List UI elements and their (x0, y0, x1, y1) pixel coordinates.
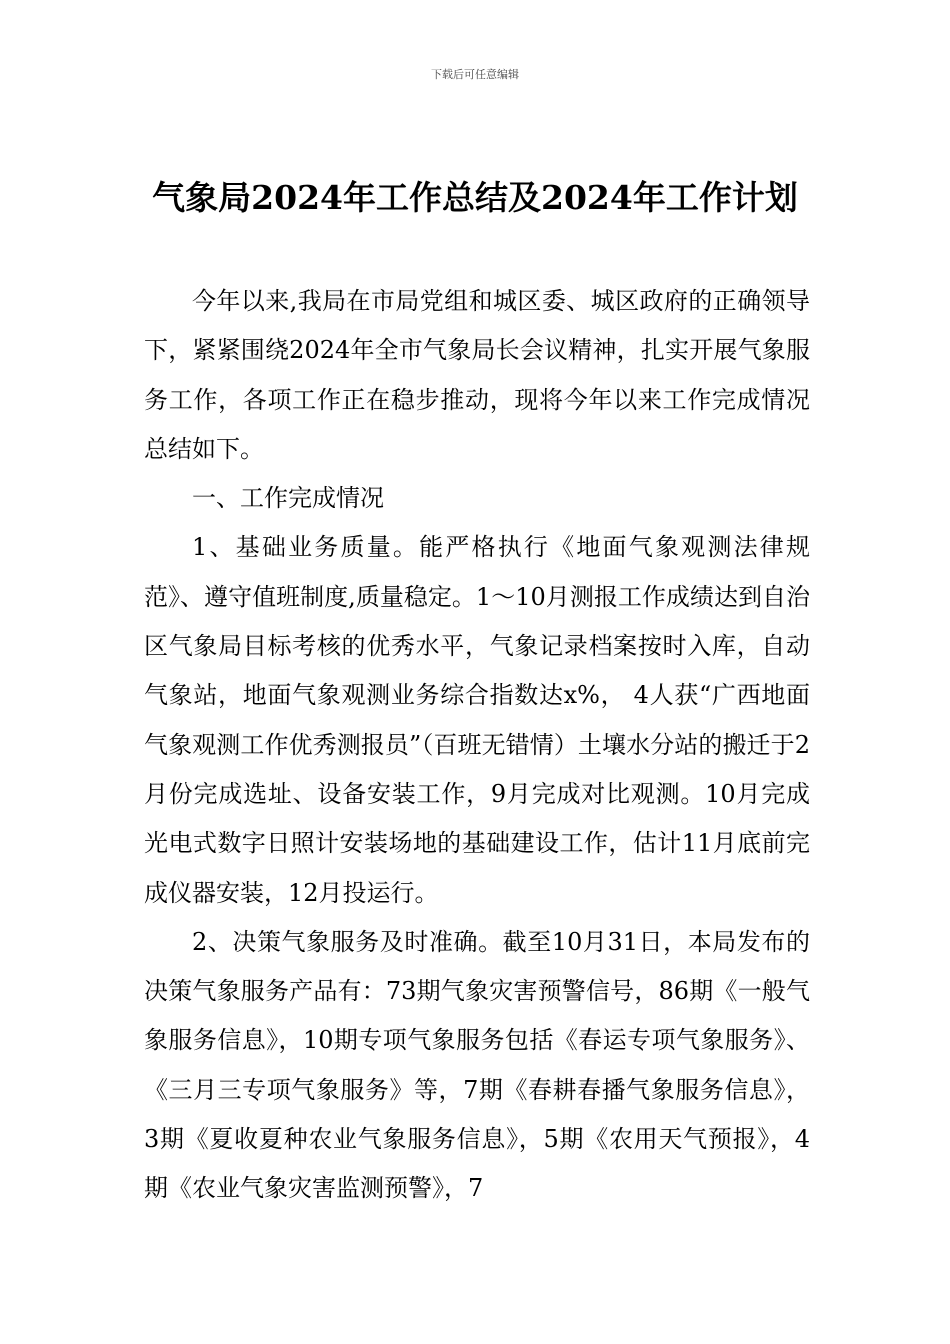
document-body (144, 277, 810, 1214)
paragraph-basic-business: 1、基础业务质量。能严格执行《地面气象观测法律规范》、遵守值班制度,质量稳定。1～10月测报工作成绩达到自治区气象局目标考核的优秀水平，气象记录档案按时入库，自动气象站，地面气象观测业务综合指数达x%， 4人获“广西地面气象观测工作优秀测报员”（百班无错情）土壤水分站的搬迁于2月份完成选址、设备安装工作，9月完成对比观测。10月完成光电式数字日照计安装场地的基础建设工作，估计11月底前完成仪器安装，12月投运行。 (144, 533, 810, 907)
paragraph-decision-service: 2、决策气象服务及时准确。截至10月31日，本局发布的决策气象服务产品有：73期气象灾害预警信号，86期《一般气象服务信息》，10期专项气象服务包括《春运专项气象服务》、《三月三专项气象服务》等，7期《春耕春播气象服务信息》，3期《夏收夏种农业气象服务信息》，5期《农用天气预报》，4期《农业气象灾害监测预警》，7 (144, 927, 810, 1203)
document-title: 气象局2024年工作总结及2024年工作计划 (152, 178, 798, 217)
header-note: 下载后可任意编辑 (431, 68, 519, 81)
section-heading: 一、工作完成情况 (192, 484, 384, 513)
paragraph-intro: 今年以来,我局在市局党组和城区委、城区政府的正确领导下，紧紧围绕2024年全市气象局长会议精神，扎实开展气象服务工作，各项工作正在稳步推动，现将今年以来工作完成情况总结如下。 (144, 287, 810, 463)
